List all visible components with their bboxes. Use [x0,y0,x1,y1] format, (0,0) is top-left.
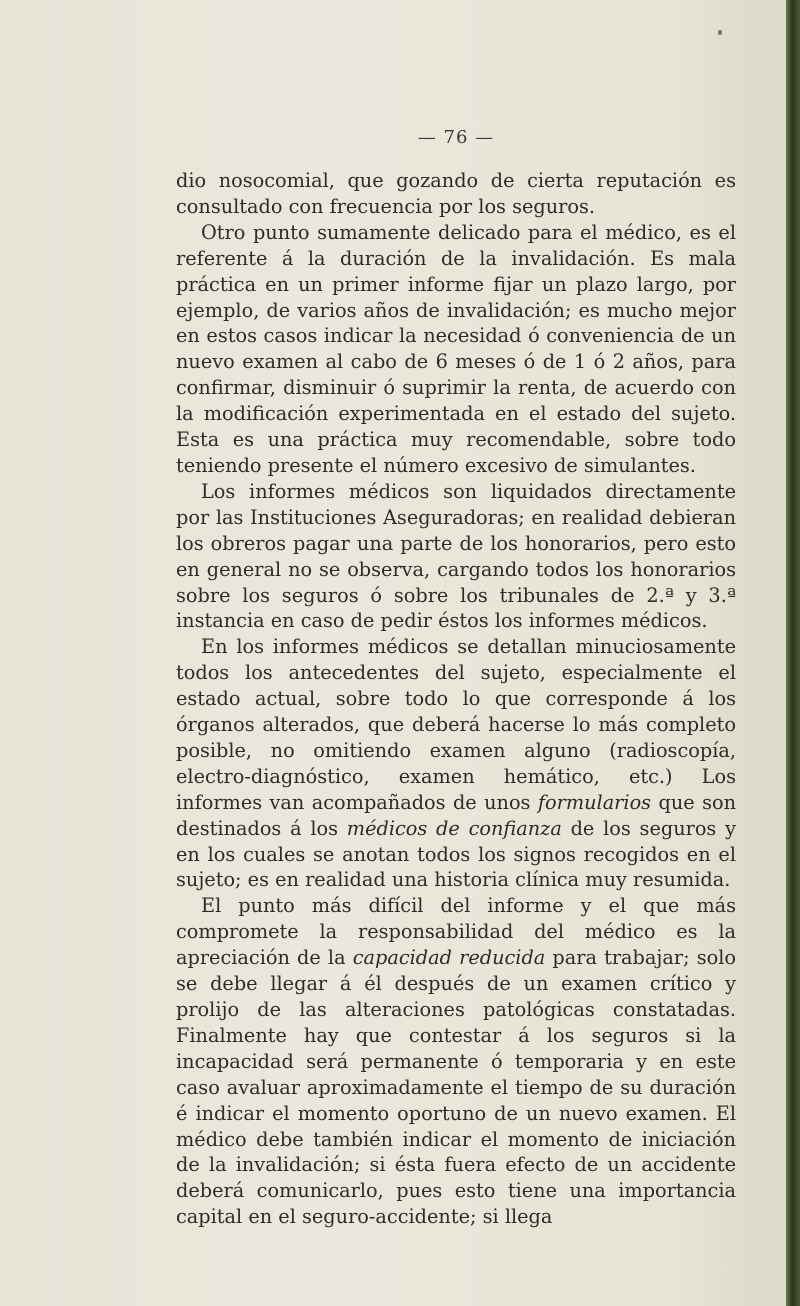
paragraph-p4 [176,634,736,893]
book-binding-edge [786,0,800,1306]
body-text [176,168,736,1230]
text-run: para trabajar; solo se debe llegar á él después de un examen crítico y prolijo de las alteraciones patológicas constatadas. Finalmente hay que contestar á los seguros si la incapacidad será permanente ó temporaria y en este caso avaluar aproximadamente el tiempo de su duración é indicar el momento oportuno de un nuevo examen. El médico debe también indicar el momento de iniciación de la invalidación; si ésta fuera efecto de un accidente deberá comunicarlo, pues esto tiene una importancia capital en el seguro-accidente; si llega [176,946,736,1229]
italic-phrase: formularios [537,790,652,814]
ink-speck [718,30,722,35]
paragraph-p1 [176,168,736,220]
text-run: dio nosocomial, que gozando de cierta reputación es consultado con frecuencia por los seguros. [176,169,736,218]
italic-phrase: médicos de confianza [346,816,562,840]
text-run: que son destinados á los [176,790,736,840]
italic-phrase: capacidad reducida [352,946,546,970]
paragraph-p2 [176,220,736,479]
text-run: Otro punto sumamente delicado para el médico, es el referente á la duración de la invalidación. Es mala práctica en un primer informe fijar un plazo largo, por ejemplo, de varios años de invalidación; es mucho mejor en estos casos indicar la necesidad ó conveniencia de un nuevo examen al cabo de 6 meses ó de 1 ó 2 años, para confirmar, disminuir ó suprimir la renta, de acuerdo con la modificación experimentada en el estado del sujeto. Esta es una práctica muy recomendable, sobre todo teniendo presente el número excesivo de simulantes. [176,220,736,477]
text-run: de los seguros y en los cuales se anotan todos los signos recogidos en el sujeto; es en realidad una historia clínica muy resumida. [176,816,736,892]
text-run: Los informes médicos son liquidados directamente por las Instituciones Aseguradoras; en realidad debieran los obreros pagar una parte de los honorarios, pero esto en general no se observa, cargando todos los honorarios sobre los seguros ó sobre los tribunales de 2.ª y 3.ª instancia en caso de pedir éstos los informes médicos. [176,479,736,633]
paragraph-p3 [176,479,736,634]
text-run: En los informes médicos se detallan minuciosamente todos los antecedentes del sujeto, especialmente el estado actual, sobre todo lo que corresponde á los órganos alterados, que deberá hacerse lo más completo posible, no omitiendo examen alguno (radioscopía, electro-diagnóstico, examen hemático, etc.) Los informes van acompañados de unos [176,635,736,814]
text-run: El punto más difícil del informe y el que más compromete la responsabilidad del médico es la apreciación de la [176,894,736,970]
page-number: — 76 — [417,127,495,148]
paragraph-p5 [176,893,736,1230]
